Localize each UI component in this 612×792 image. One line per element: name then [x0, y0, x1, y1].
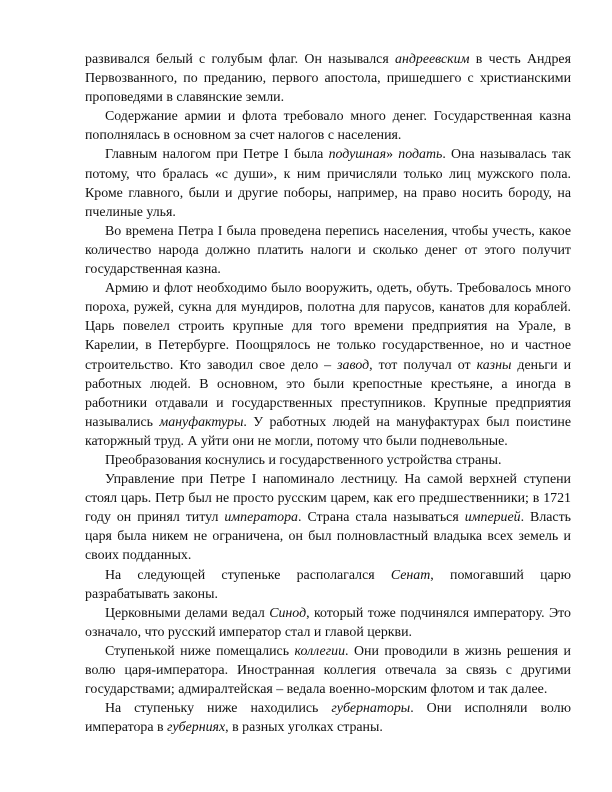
- text-run: На ступеньку ниже находились: [105, 701, 332, 717]
- italic-term: Сенат: [390, 567, 431, 583]
- text-run: Главным налогом при Петре I была: [105, 147, 329, 163]
- text-run: развивался белый с голубым флаг. Он назывался: [85, 52, 396, 67]
- paragraph-8: [85, 566, 571, 604]
- text-run: деньги и работных людей. В основном, это были крепостные крестьяне, а иногда в работники отдавали и государственных преступников. Крупные предприятия назывались: [85, 357, 572, 430]
- paragraph-2: [85, 107, 571, 145]
- italic-term: Синод: [269, 605, 307, 621]
- text-run: . Они проводили в жизнь решения и волю царя-императора. Иностранная коллегия отвечала за связь с другими государствами; адмиралтейская – ведала военно-морским флотом и так далее.: [85, 643, 571, 698]
- text-run: , помогавший царю разрабатывать законы.: [85, 567, 571, 602]
- italic-term: казны: [476, 357, 512, 373]
- text-run: в честь Андрея Первозванного, по преданию, первого апостола, пришедшего с христианскими проповедями в славянские земли.: [85, 52, 571, 106]
- text-run: Во времена Петра I была проведена перепись населения, чтобы учесть, какое количество народа должно платить налоги и сколько денег от этого получит государственная казна.: [85, 223, 571, 278]
- paragraph-4: [85, 222, 571, 279]
- text-run: Преобразования коснулись и государственного устройства страны.: [105, 452, 502, 468]
- text-run: Армию и флот необходимо было вооружить, одеть, обуть. Требовалось много пороха, ружей, сукна для мундиров, полотна для парусов, канатов для кораблей. Царь повелел строить крупные для того времени предприятия на Урале, в Карелии, в Петербурге. Поощрялось не только государственное, но и частное строительство. Кто заводил свое дело –: [85, 281, 571, 373]
- italic-term: андреевским: [395, 52, 470, 67]
- text-run: . Они исполняли волю императора в: [85, 701, 571, 736]
- paragraph-5: [85, 279, 571, 451]
- italic-term: империей: [464, 510, 521, 526]
- paragraph-10: [85, 642, 571, 699]
- italic-term: коллегии: [294, 643, 346, 659]
- italic-term: подать: [398, 147, 443, 163]
- italic-term: губернаторы: [331, 701, 411, 717]
- paragraph-6: [85, 451, 571, 470]
- text-run: Управление при Петре I напоминало лестницу. На самой верхней ступени стоял царь. Петр был не просто русским царем, как его предшественники; в 1721 году он принял титул: [85, 472, 571, 526]
- italic-term: мануфактуры: [159, 414, 244, 430]
- text-run: »: [386, 147, 399, 163]
- italic-term: завод: [337, 357, 370, 373]
- text-run: , который тоже подчинялся императору. Это означало, что русский император стал и главой церкви.: [85, 605, 571, 640]
- italic-term: губерниях: [167, 720, 226, 736]
- text-run: Ступенькой ниже помещались: [105, 643, 295, 659]
- text-run: , тот получал от: [369, 357, 477, 373]
- text-run: Содержание армии и флота требовало много денег. Государственная казна пополнялась в основном за счет налогов с населения.: [85, 109, 571, 144]
- paragraph-3: [85, 145, 571, 221]
- text-run: . Страна стала называться: [298, 510, 465, 526]
- document-page: [85, 50, 571, 737]
- italic-term: императора: [224, 510, 299, 526]
- paragraph-7: [85, 470, 571, 565]
- text-run: . Она называлась так потому, что бралась «с души», к ним причисляли только лиц мужского пола. Кроме главного, были и другие поборы, например, на право носить бороду, на пчелиные улья.: [85, 147, 572, 220]
- text-run: . У работных людей на мануфактурах был поистине каторжный труд. А уйти они не могли, потому что были подневольные.: [85, 414, 572, 449]
- paragraph-9: [85, 604, 571, 642]
- text-run: На следующей ступеньке располагался: [105, 567, 391, 583]
- paragraph-1: [85, 50, 571, 107]
- italic-term: подушная: [328, 147, 387, 163]
- text-run: . Власть царя была никем не ограничена, он был полновластный владыка всех земель и своих подданных.: [85, 510, 571, 564]
- text-run: , в разных уголках страны.: [225, 720, 383, 736]
- paragraph-11: [85, 699, 571, 737]
- text-run: Церковными делами ведал: [105, 605, 270, 621]
